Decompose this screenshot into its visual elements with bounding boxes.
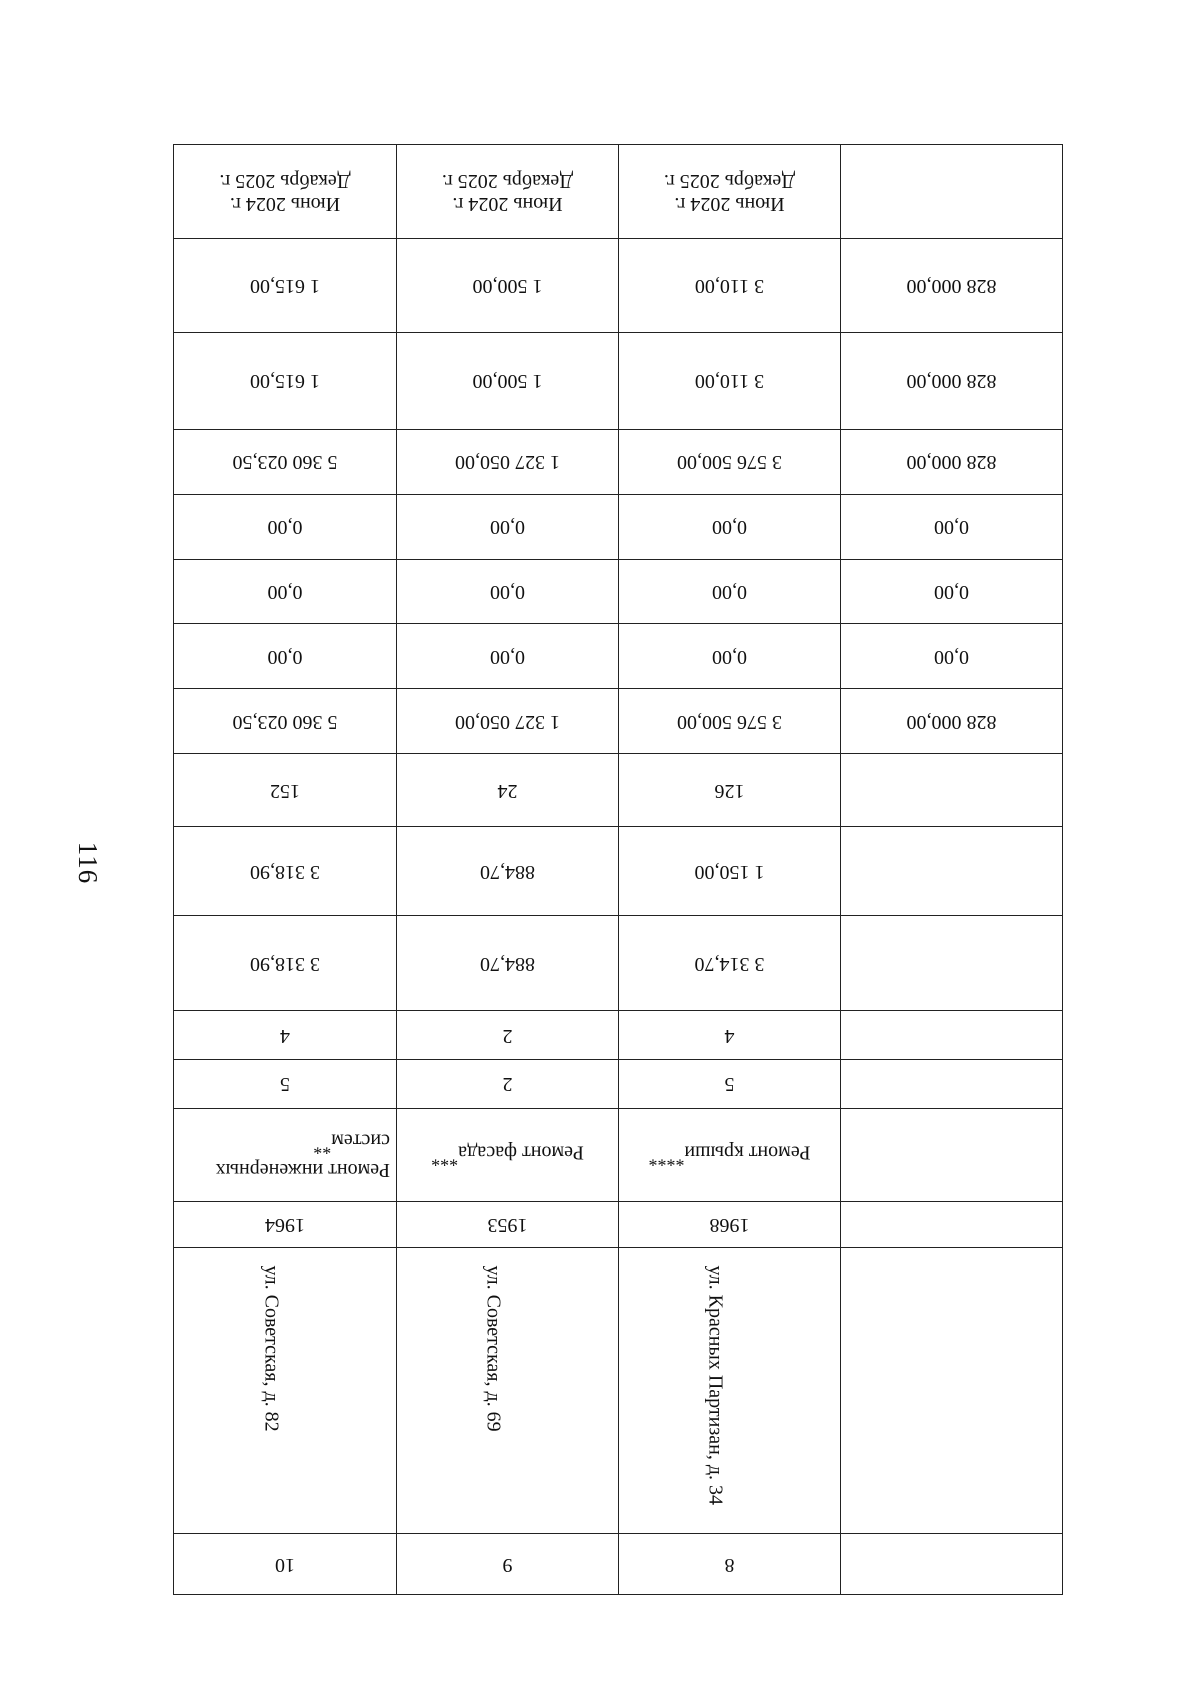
money-cell: 3 576 500,00 [619,689,841,754]
period-start: Июнь 2024 г. [229,192,341,215]
table-row [174,689,1063,754]
money-cell: 828 000,00 [841,689,1063,754]
empty-cell [841,1011,1063,1060]
table-row [174,1201,1063,1248]
money-cell: 1 500,00 [397,332,619,429]
table-row [174,239,1063,332]
money-cell: 3 110,00 [619,239,841,332]
money-cell: 0,00 [841,624,1063,689]
work-type-cell [174,1108,397,1201]
empty-cell [841,145,1063,239]
money-cell: 1 327 050,00 [397,689,619,754]
address-cell [174,1248,397,1534]
work-type-mark: *** [431,1149,459,1170]
money-cell: 828 000,00 [841,332,1063,429]
capital-repair-table [173,144,1063,1595]
money-cell: 0,00 [397,494,619,559]
table-row [174,559,1063,624]
money-cell: 0,00 [397,624,619,689]
money-cell: 828 000,00 [841,239,1063,332]
money-cell: 828 000,00 [841,429,1063,494]
area-cell: 3 318,90 [174,827,397,916]
empty-cell [841,1201,1063,1248]
residents-cell: 152 [174,754,397,827]
period-end: Декабрь 2025 г. [663,169,796,192]
area-cell: 3 318,90 [174,916,397,1011]
value-cell: 4 [619,1011,841,1060]
work-type-text: Ремонт крыши [684,1140,811,1163]
work-type-mark: ** [313,1138,332,1159]
money-cell: 0,00 [619,559,841,624]
work-type-text: Ремонт фасада [458,1140,584,1163]
money-cell: 3 110,00 [619,332,841,429]
period-end: Декабрь 2025 г. [441,169,574,192]
row-number: 9 [397,1534,619,1595]
address-cell [397,1248,619,1534]
table-row [174,827,1063,916]
table-row [174,494,1063,559]
year-cell: 1968 [619,1201,841,1248]
period-cell [397,145,619,239]
money-cell: 0,00 [841,559,1063,624]
period-cell [174,145,397,239]
table-row [174,1011,1063,1060]
table-row [174,916,1063,1011]
empty-cell [841,916,1063,1011]
table-row [174,145,1063,239]
work-type-text: Ремонт инженерных систем [215,1129,390,1182]
money-cell: 0,00 [174,559,397,624]
empty-cell [841,1534,1063,1595]
address-text: ул. Советская, д. 82 [260,1265,283,1433]
table-row [174,332,1063,429]
year-cell: 1964 [174,1201,397,1248]
address-text: ул. Красных Партизан, д. 34 [704,1265,727,1506]
table-row [174,1060,1063,1109]
area-cell: 3 314,70 [619,916,841,1011]
work-type-cell [397,1108,619,1201]
money-cell: 1 500,00 [397,239,619,332]
residents-cell: 24 [397,754,619,827]
row-number: 10 [174,1534,397,1595]
residents-cell: 126 [619,754,841,827]
money-cell: 3 576 500,00 [619,429,841,494]
value-cell: 4 [174,1011,397,1060]
work-type-cell [619,1108,841,1201]
empty-cell [841,1060,1063,1109]
table-row [174,1534,1063,1595]
work-type-mark: **** [648,1149,685,1170]
address-cell [619,1248,841,1534]
row-number: 8 [619,1534,841,1595]
money-cell: 0,00 [841,494,1063,559]
money-cell: 5 360 023,50 [174,689,397,754]
value-cell: 5 [619,1060,841,1109]
money-cell: 1 327 050,00 [397,429,619,494]
address-text: ул. Советская, д. 69 [482,1265,505,1433]
money-cell: 0,00 [174,624,397,689]
money-cell: 1 615,00 [174,239,397,332]
value-cell: 5 [174,1060,397,1109]
year-cell: 1953 [397,1201,619,1248]
money-cell: 5 360 023,50 [174,429,397,494]
table-row [174,429,1063,494]
table-row [174,754,1063,827]
empty-cell [841,827,1063,916]
empty-cell [841,1248,1063,1534]
page-number: 116 [73,841,104,885]
money-cell: 1 615,00 [174,332,397,429]
value-cell: 2 [397,1011,619,1060]
table-row [174,624,1063,689]
money-cell: 0,00 [619,624,841,689]
money-cell: 0,00 [174,494,397,559]
empty-cell [841,1108,1063,1201]
period-start: Июнь 2024 г. [674,192,785,215]
period-cell [619,145,841,239]
area-cell: 884,70 [397,916,619,1011]
period-end: Декабрь 2025 г. [219,169,351,192]
money-cell: 0,00 [619,494,841,559]
table-row [174,1248,1063,1534]
money-cell: 0,00 [397,559,619,624]
value-cell: 2 [397,1060,619,1109]
area-cell: 884,70 [397,827,619,916]
period-start: Июнь 2024 г. [452,192,563,215]
table-row [174,1108,1063,1201]
area-cell: 1 150,00 [619,827,841,916]
empty-cell [841,754,1063,827]
